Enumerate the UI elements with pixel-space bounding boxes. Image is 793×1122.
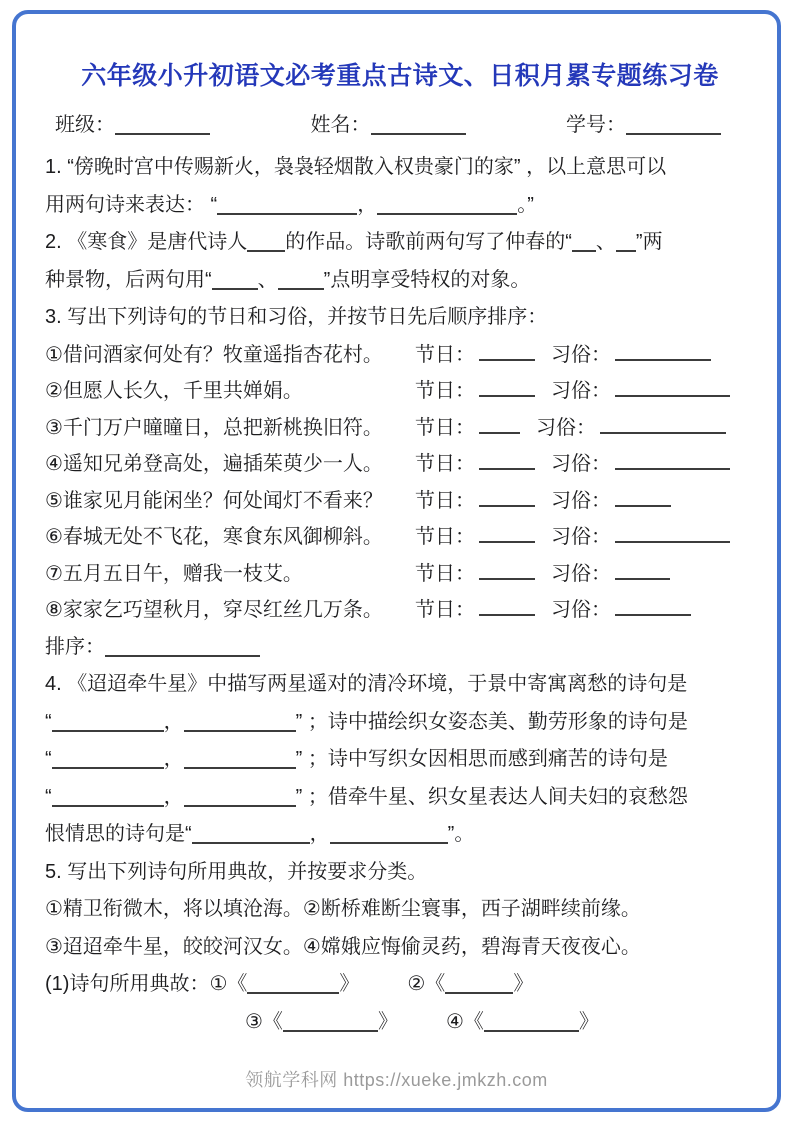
jieri-blank <box>479 503 535 507</box>
watermark-text: 领航学科网 https://xueke.jmkzh.com <box>245 1070 548 1090</box>
q4-line4 <box>45 779 755 817</box>
xisu-blank <box>615 466 730 470</box>
text-segment: ②《 <box>407 973 446 995</box>
text-segment: ” ；借牵牛星、织女星表达人间夫妇的哀愁怨 <box>295 785 688 808</box>
poem-text: ④遥知兄弟登高处，遍插茱萸少一人。 <box>45 453 383 475</box>
xisu-blank <box>615 612 691 616</box>
blank-line <box>192 840 310 844</box>
text-segment: ”点明享受特权的对象。 <box>323 268 531 291</box>
blank-line <box>212 286 258 290</box>
blank-line <box>184 803 296 807</box>
student-info-field <box>55 108 210 137</box>
text-segment: 种景物，后两句用“ <box>45 268 212 291</box>
text-segment: 》 <box>513 973 534 995</box>
blank-line <box>616 248 636 252</box>
q5-sub1-line1 <box>45 966 755 1004</box>
festival-row <box>45 410 755 447</box>
paixu-line <box>45 629 755 667</box>
text-segment: 、 <box>595 231 616 253</box>
field-label: 班级： <box>55 114 115 136</box>
text-segment: ①精卫衔微木，将以填沧海。②断桥难断尘寰事，西子湖畔续前缘。 <box>45 898 641 920</box>
text-segment: ” ；诗中写织女因相思而感到痛苦的诗句是 <box>295 748 668 770</box>
jieri-label: 节日： <box>415 380 475 402</box>
field-label: 学号： <box>566 114 626 136</box>
field-label: 姓名： <box>310 114 371 136</box>
blank-line <box>217 211 357 215</box>
blank-line <box>184 728 296 732</box>
xisu-label: 习俗： <box>551 489 611 512</box>
xisu-blank <box>615 576 670 580</box>
jieri-blank <box>479 357 535 361</box>
text-segment: ， <box>163 710 184 733</box>
poem-text: ⑧家家乞巧望秋月，穿尽红丝几万条。 <box>45 599 383 621</box>
text-segment: 4. 《迢迢牵牛星》中描写两星遥对的清冷环境，于景中寄寓离愁的诗句是 <box>45 673 688 695</box>
text-segment: 的作品。诗歌前两句写了仲春的“ <box>285 231 572 253</box>
field-blank <box>115 131 210 135</box>
text-segment: ， <box>357 193 378 216</box>
jieri-label: 节日： <box>415 453 475 475</box>
text-segment: 。” <box>517 193 534 216</box>
page-content <box>45 56 755 1041</box>
q1-line1 <box>45 149 755 187</box>
festival-row <box>45 483 755 520</box>
text-segment: “ <box>45 785 52 808</box>
text-segment: “ <box>45 710 52 733</box>
xisu-blank <box>615 539 730 543</box>
q5-poems1 <box>45 891 755 929</box>
text-segment: ③《 <box>245 1010 283 1033</box>
q4-line2 <box>45 704 755 742</box>
text-segment: 、 <box>257 268 278 291</box>
text-segment: 》 <box>377 1010 398 1033</box>
blank-line <box>330 840 448 844</box>
jieri-label: 节日： <box>415 526 475 548</box>
jieri-blank <box>479 539 535 543</box>
text-segment: ”两 <box>635 231 663 253</box>
page-title: 六年级小升初语文必考重点古诗文、日积月累专题练习卷 <box>81 62 719 90</box>
blank-line <box>377 211 517 215</box>
festival-row <box>45 519 755 556</box>
student-info-row <box>45 108 755 137</box>
field-blank <box>626 131 721 135</box>
xisu-label: 习俗： <box>551 599 611 621</box>
student-info-field <box>311 108 466 137</box>
q5-header <box>45 854 755 892</box>
text-segment: (1)诗句所用典故：①《 <box>45 973 248 995</box>
field-blank <box>371 131 466 135</box>
blank-line <box>283 1028 378 1032</box>
blank-line <box>52 765 164 769</box>
festival-row <box>45 337 755 374</box>
poem-text: ①借问酒家何处有？牧童遥指杏花村。 <box>45 343 383 366</box>
text-segment: ”。 <box>447 823 475 845</box>
festival-row <box>45 592 755 629</box>
xisu-blank <box>615 357 711 361</box>
festival-row <box>45 556 755 593</box>
blank-line <box>52 803 164 807</box>
jieri-blank <box>479 393 535 397</box>
q4-line5 <box>45 816 755 854</box>
text-segment: ， <box>309 823 330 845</box>
text-segment: 》 <box>578 1010 599 1033</box>
text-segment: ， <box>163 785 184 808</box>
jieri-blank <box>479 466 535 470</box>
blank-line <box>278 286 324 290</box>
jieri-blank <box>479 576 535 580</box>
student-info-field <box>566 108 721 137</box>
poem-text: ⑦五月五日午，赠我一枝艾。 <box>45 562 303 585</box>
xisu-blank <box>615 393 730 397</box>
text-segment: 》 <box>339 973 360 995</box>
questions-rest-section <box>45 629 755 1042</box>
xisu-label: 习俗： <box>551 380 611 402</box>
q5-sub1-line2 <box>45 1004 755 1042</box>
jieri-label: 节日： <box>415 562 475 585</box>
text-segment: “ <box>45 748 52 770</box>
blank-line <box>247 990 339 994</box>
jieri-label: 节日： <box>415 599 475 621</box>
blank-line <box>105 653 260 657</box>
watermark <box>0 1066 793 1092</box>
blank-line <box>484 1028 579 1032</box>
text-segment: 5. 写出下列诗句所用典故，并按要求分类。 <box>45 860 428 883</box>
q4-line3 <box>45 741 755 779</box>
poem-text: ⑥春城无处不飞花，寒食东风御柳斜。 <box>45 526 383 548</box>
jieri-blank <box>479 430 520 434</box>
text-segment: ④《 <box>445 1010 484 1033</box>
text-segment: 排序： <box>45 635 105 658</box>
text-segment: ” ；诗中描绘织女姿态美、勤劳形象的诗句是 <box>295 710 688 733</box>
blank-line <box>52 728 164 732</box>
xisu-label: 习俗： <box>551 526 611 548</box>
q5-poems2 <box>45 929 755 967</box>
questions-intro-section <box>45 149 755 337</box>
xisu-blank <box>615 503 671 507</box>
text-segment: 恨情思的诗句是“ <box>45 823 192 845</box>
q4-line1 <box>45 666 755 704</box>
jieri-blank <box>479 612 535 616</box>
poem-text: ③千门万户曈曈日，总把新桃换旧符。 <box>45 416 383 439</box>
blank-line <box>445 990 513 994</box>
q2-line2 <box>45 262 755 300</box>
blank-line <box>247 248 285 252</box>
q2-line1 <box>45 224 755 262</box>
poem-text: ②但愿人长久，千里共婵娟。 <box>45 380 303 402</box>
jieri-label: 节日： <box>415 416 475 439</box>
xisu-blank <box>600 430 726 434</box>
text-segment: ， <box>163 748 184 770</box>
xisu-label: 习俗： <box>536 416 596 439</box>
jieri-label: 节日： <box>415 489 475 512</box>
poem-text: ⑤谁家见月能闲坐？何处闻灯不看来？ <box>45 489 383 512</box>
xisu-label: 习俗： <box>551 343 611 366</box>
text-segment: 1. “傍晚时宫中传赐新火，袅袅轻烟散入权贵豪门的家” ，以上意思可以 <box>45 156 667 178</box>
festival-row <box>45 373 755 410</box>
festival-rows-section <box>45 337 755 629</box>
text-segment: 用两句诗来表达： “ <box>45 193 218 216</box>
q1-line2 <box>45 187 755 225</box>
text-segment: ③迢迢牵牛星，皎皎河汉女。④嫦娥应悔偷灵药，碧海青天夜夜心。 <box>45 935 641 958</box>
xisu-label: 习俗： <box>551 562 611 585</box>
text-segment: 3. 写出下列诗句的节日和习俗，并按节日先后顺序排序： <box>45 306 548 328</box>
text-segment: 2. 《寒食》是唐代诗人 <box>45 231 248 253</box>
festival-row <box>45 446 755 483</box>
blank-line <box>184 765 296 769</box>
blank-line <box>572 248 596 252</box>
xisu-label: 习俗： <box>551 453 611 475</box>
jieri-label: 节日： <box>415 343 475 366</box>
q3-header <box>45 299 755 337</box>
